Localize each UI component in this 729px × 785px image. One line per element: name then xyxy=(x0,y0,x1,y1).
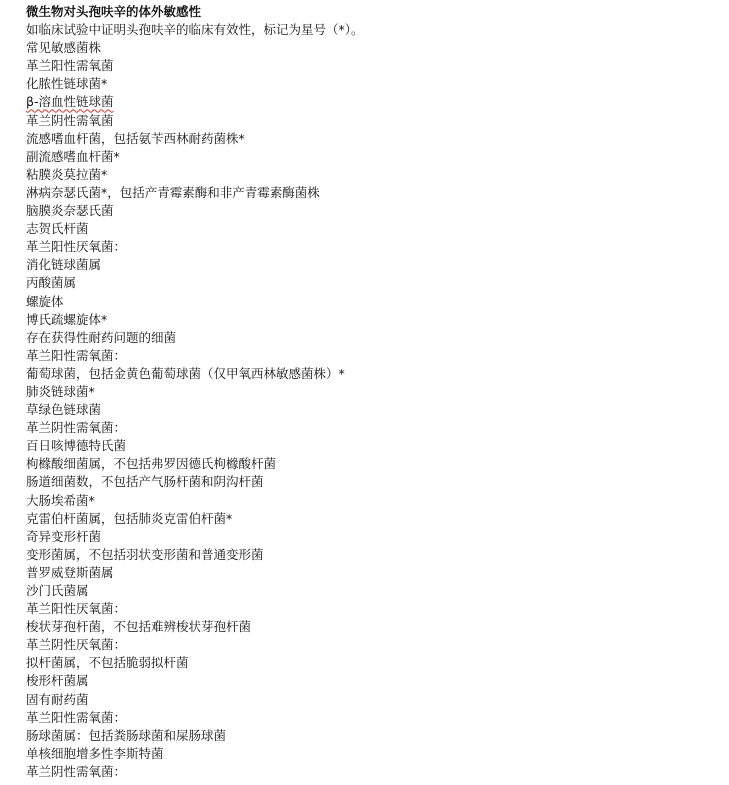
text-line: 单核细胞增多性李斯特菌 xyxy=(26,745,164,761)
text-line: 脑膜炎奈瑟氏菌 xyxy=(26,203,114,219)
text-line: 肺炎链球菌* xyxy=(26,383,95,399)
text-line: 奇异变形杆菌 xyxy=(26,528,102,544)
text-line: 螺旋体 xyxy=(26,293,64,309)
text-line: 革兰阳性厌氧菌： xyxy=(26,601,127,617)
text-line: 革兰阴性需氧菌 xyxy=(26,112,114,128)
text-line: 拟杆菌属，不包括脆弱拟杆菌 xyxy=(26,655,189,671)
text-line: 草绿色链球菌 xyxy=(26,402,102,418)
text-line: 存在获得性耐药问题的细菌 xyxy=(26,329,177,345)
text-line: 博氏疏螺旋体* xyxy=(26,311,108,327)
document-body xyxy=(26,3,726,781)
text-line xyxy=(26,93,726,111)
text-line: 流感嗜血杆菌，包括氨苄西林耐药菌株* xyxy=(26,130,245,146)
spellcheck-marked-text: β-溶血性链球菌 xyxy=(26,94,114,110)
text-line: 淋病奈瑟氏菌*，包括产青霉素酶和非产青霉素酶菌株 xyxy=(26,184,320,200)
text-line: 粘膜炎莫拉菌* xyxy=(26,166,108,182)
text-line: 化脓性链球菌* xyxy=(26,76,108,92)
text-line: 革兰阴性需氧菌： xyxy=(26,763,127,779)
text-line: 百日咳博德特氏菌 xyxy=(26,438,127,454)
text-line: 丙酸菌属 xyxy=(26,275,77,291)
text-line: 副流感嗜血杆菌* xyxy=(26,148,120,164)
text-line: 革兰阴性厌氧菌： xyxy=(26,637,127,653)
text-line: 常见敏感菌株 xyxy=(26,40,102,56)
text-line: 沙门氏菌属 xyxy=(26,583,89,598)
text-line: 普罗威登斯菌属 xyxy=(26,564,114,580)
text-line: 克雷伯杆菌属，包括肺炎克雷伯杆菌* xyxy=(26,510,233,526)
text-line: 肠球菌属：包括粪肠球菌和屎肠球菌 xyxy=(26,727,227,743)
document-title: 微生物对头孢呋辛的体外敏感性 xyxy=(26,4,202,19)
text-line: 大肠埃希菌* xyxy=(26,492,95,508)
text-line: 肠道细菌数，不包括产气肠杆菌和阴沟杆菌 xyxy=(26,474,264,490)
text-line: 如临床试验中证明头孢呋辛的临床有效性，标记为星号（*）。 xyxy=(26,22,364,38)
text-line: 葡萄球菌，包括金黄色葡萄球菌（仅甲氧西林敏感菌株）* xyxy=(26,365,345,381)
text-line: 革兰阴性需氧菌： xyxy=(26,420,127,436)
text-line: 梭状芽孢杆菌，不包括难辨梭状芽孢杆菌 xyxy=(26,619,252,635)
text-line: 枸橼酸细菌属，不包括弗罗因德氏枸橼酸杆菌 xyxy=(26,456,277,472)
text-line: 志贺氏杆菌 xyxy=(26,221,89,237)
text-line: 革兰阳性需氧菌： xyxy=(26,709,127,725)
text-line: 革兰阳性厌氧菌： xyxy=(26,239,127,255)
text-line: 变形菌属，不包括羽状变形菌和普通变形菌 xyxy=(26,546,264,562)
text-line: 革兰阳性需氧菌 xyxy=(26,58,114,74)
text-line: 固有耐药菌 xyxy=(26,691,89,707)
text-line: 革兰阳性需氧菌： xyxy=(26,347,127,363)
text-line: 梭形杆菌属 xyxy=(26,673,89,689)
text-line: 消化链球菌属 xyxy=(26,257,102,273)
